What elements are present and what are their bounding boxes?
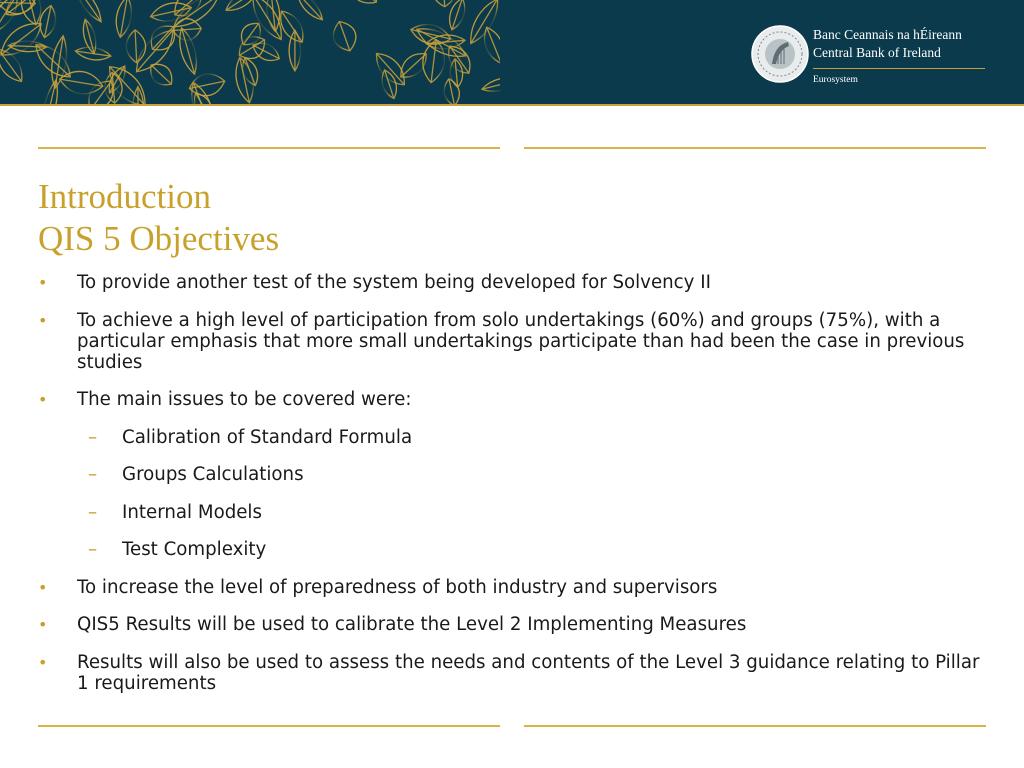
sub-list-item xyxy=(38,427,988,448)
bullet-marker: • xyxy=(38,310,48,330)
leaf-shape xyxy=(0,0,24,36)
leaf-shape xyxy=(71,0,106,25)
sub-list-item-text: Calibration of Standard Formula xyxy=(122,426,413,448)
brand-eurosystem: Eurosystem xyxy=(813,75,858,85)
leaf-shape xyxy=(48,35,70,89)
leaf-shape xyxy=(80,18,99,55)
list-item xyxy=(38,577,988,598)
leaf-shape xyxy=(370,48,411,91)
top-rule-left xyxy=(38,147,500,149)
leaf-shape xyxy=(344,0,383,10)
top-rule-right xyxy=(524,147,986,149)
harp-seal-icon xyxy=(750,24,810,84)
sub-list-item-text: Test Complexity xyxy=(122,539,267,560)
bottom-rule-right xyxy=(524,725,986,727)
leaf-shape xyxy=(39,78,61,106)
bullet-marker: • xyxy=(38,273,48,292)
list-item xyxy=(38,652,988,694)
list-item-text: QIS5 Results will be used to calibrate the Level 2 Implementing Measures xyxy=(77,614,747,635)
list-item xyxy=(38,272,988,293)
bullet-list xyxy=(38,272,988,710)
leaf-shape xyxy=(30,38,77,84)
bullet-marker: • xyxy=(38,577,48,597)
leaf-shape xyxy=(496,43,500,98)
leaf-shape xyxy=(442,77,462,106)
slide-title xyxy=(38,176,279,260)
dash-marker: – xyxy=(88,539,98,560)
leaf-shape xyxy=(420,39,446,84)
bullet-marker: • xyxy=(38,390,48,409)
bullet-marker: • xyxy=(38,615,48,634)
sub-list-item xyxy=(38,539,988,560)
header-banner xyxy=(0,0,1024,106)
sub-list-item-text: Groups Calculations xyxy=(122,464,304,485)
leaf-pattern-decoration xyxy=(0,0,500,106)
leaf-shape xyxy=(8,40,47,52)
sub-list-item-text: Internal Models xyxy=(122,501,262,523)
list-item xyxy=(38,614,988,635)
leaf-shape xyxy=(395,47,432,83)
leaf-shape xyxy=(479,24,500,66)
list-item-text: To provide another test of the system being developed for Solvency II xyxy=(77,272,711,293)
brand-divider xyxy=(813,68,985,69)
leaf-shape xyxy=(175,26,201,76)
brand-english-name: Central Bank of Ireland xyxy=(813,45,941,60)
brand-irish-name: Banc Ceannais na hÉireann xyxy=(813,27,962,42)
list-item-text: To achieve a high level of participation from solo undertakings (60%) and groups (75%), with a particular emphasis that more small undertakings participate than had been the case in previous studies xyxy=(77,309,965,373)
leaf-shape xyxy=(464,0,500,48)
leaf-shape xyxy=(0,44,28,86)
leaf-shape xyxy=(446,0,469,32)
list-item xyxy=(38,389,988,410)
banner-gold-rule xyxy=(0,104,1024,106)
title-line-1: Introduction xyxy=(38,177,212,216)
leaf-shape xyxy=(480,74,500,95)
leaf-shape xyxy=(125,29,146,63)
dash-marker: – xyxy=(88,501,98,523)
bullet-marker: • xyxy=(38,652,48,672)
sub-list-item xyxy=(38,502,988,523)
leaf-shape xyxy=(329,18,360,55)
leaf-shape xyxy=(433,0,454,7)
list-item xyxy=(38,310,988,373)
brand-block xyxy=(813,26,985,86)
list-item-text: The main issues to be covered were: xyxy=(77,389,412,410)
sub-list-item xyxy=(38,464,988,485)
dash-marker: – xyxy=(88,426,98,448)
list-item-text: To increase the level of preparedness of both industry and supervisors xyxy=(77,576,718,598)
bottom-rule-left xyxy=(38,725,500,727)
leaf-shape xyxy=(145,58,178,90)
title-line-2: QIS 5 Objectives xyxy=(38,219,280,258)
list-item-text: Results will also be used to assess the needs and contents of the Level 3 guidance relating to Pillar 1 requirements xyxy=(77,651,980,694)
leaf-shape xyxy=(149,0,193,25)
dash-marker: – xyxy=(88,464,98,485)
